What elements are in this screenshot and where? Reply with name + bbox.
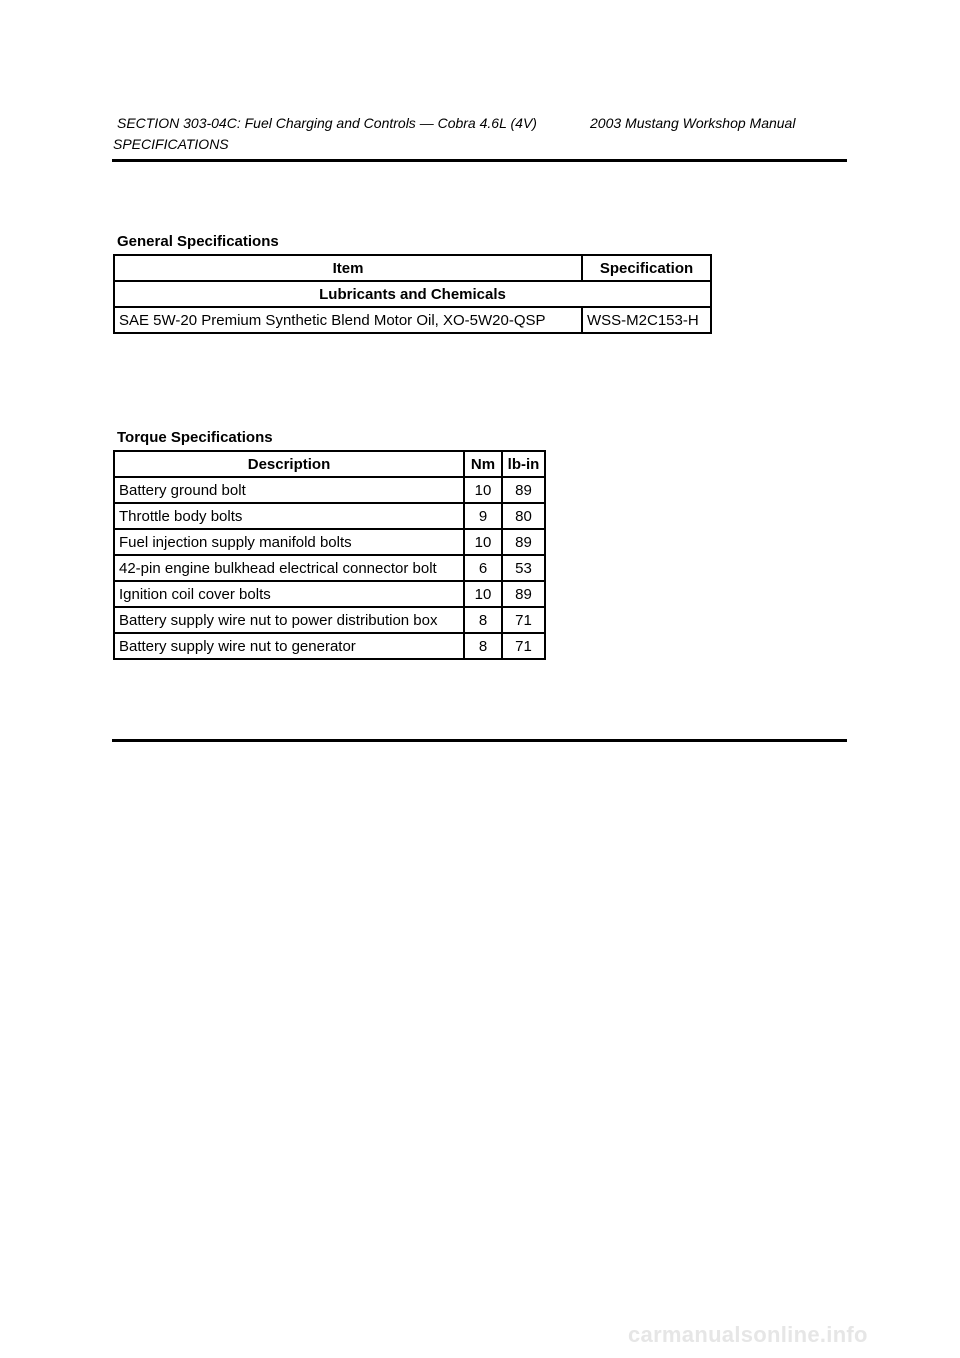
general-specifications-table: [113, 254, 712, 334]
column-header-lbin: lb-in: [502, 451, 545, 477]
description-cell: Battery supply wire nut to power distribution box: [114, 607, 464, 633]
nm-cell: 10: [464, 477, 502, 503]
column-header-nm: Nm: [464, 451, 502, 477]
table-group-row: [114, 281, 711, 307]
table-row: [114, 529, 545, 555]
nm-cell: 8: [464, 607, 502, 633]
group-label: Lubricants and Chemicals: [114, 281, 711, 307]
manual-title: 2003 Mustang Workshop Manual: [590, 115, 796, 131]
description-cell: Ignition coil cover bolts: [114, 581, 464, 607]
column-header-description: Description: [114, 451, 464, 477]
table-row: [114, 503, 545, 529]
table-row: [114, 633, 545, 659]
nm-cell: 10: [464, 529, 502, 555]
lbin-cell: 80: [502, 503, 545, 529]
page-subtitle: SPECIFICATIONS: [113, 136, 229, 152]
lbin-cell: 89: [502, 529, 545, 555]
description-cell: 42-pin engine bulkhead electrical connector bolt: [114, 555, 464, 581]
description-cell: Battery ground bolt: [114, 477, 464, 503]
nm-cell: 10: [464, 581, 502, 607]
torque-specifications-title: Torque Specifications: [117, 429, 273, 446]
nm-cell: 8: [464, 633, 502, 659]
item-cell: SAE 5W-20 Premium Synthetic Blend Motor Oil, XO-5W20-QSP: [114, 307, 582, 333]
lbin-cell: 89: [502, 581, 545, 607]
section-title: SECTION 303-04C: Fuel Charging and Controls — Cobra 4.6L (4V): [117, 115, 537, 131]
table-row: [114, 581, 545, 607]
footer-divider: [112, 739, 847, 742]
table-header-row: [114, 255, 711, 281]
column-header-specification: Specification: [582, 255, 711, 281]
table-row: [114, 307, 711, 333]
table-header-row: [114, 451, 545, 477]
lbin-cell: 53: [502, 555, 545, 581]
header-divider: [112, 159, 847, 162]
general-specifications-title: General Specifications: [117, 233, 279, 250]
description-cell: Throttle body bolts: [114, 503, 464, 529]
lbin-cell: 71: [502, 633, 545, 659]
lbin-cell: 71: [502, 607, 545, 633]
watermark: carmanualsonline.info: [628, 1322, 868, 1347]
table-row: [114, 555, 545, 581]
table-row: [114, 607, 545, 633]
table-row: [114, 477, 545, 503]
description-cell: Fuel injection supply manifold bolts: [114, 529, 464, 555]
torque-specifications-table: [113, 450, 546, 660]
nm-cell: 9: [464, 503, 502, 529]
nm-cell: 6: [464, 555, 502, 581]
specification-cell: WSS-M2C153-H: [582, 307, 711, 333]
lbin-cell: 89: [502, 477, 545, 503]
column-header-item: Item: [114, 255, 582, 281]
description-cell: Battery supply wire nut to generator: [114, 633, 464, 659]
